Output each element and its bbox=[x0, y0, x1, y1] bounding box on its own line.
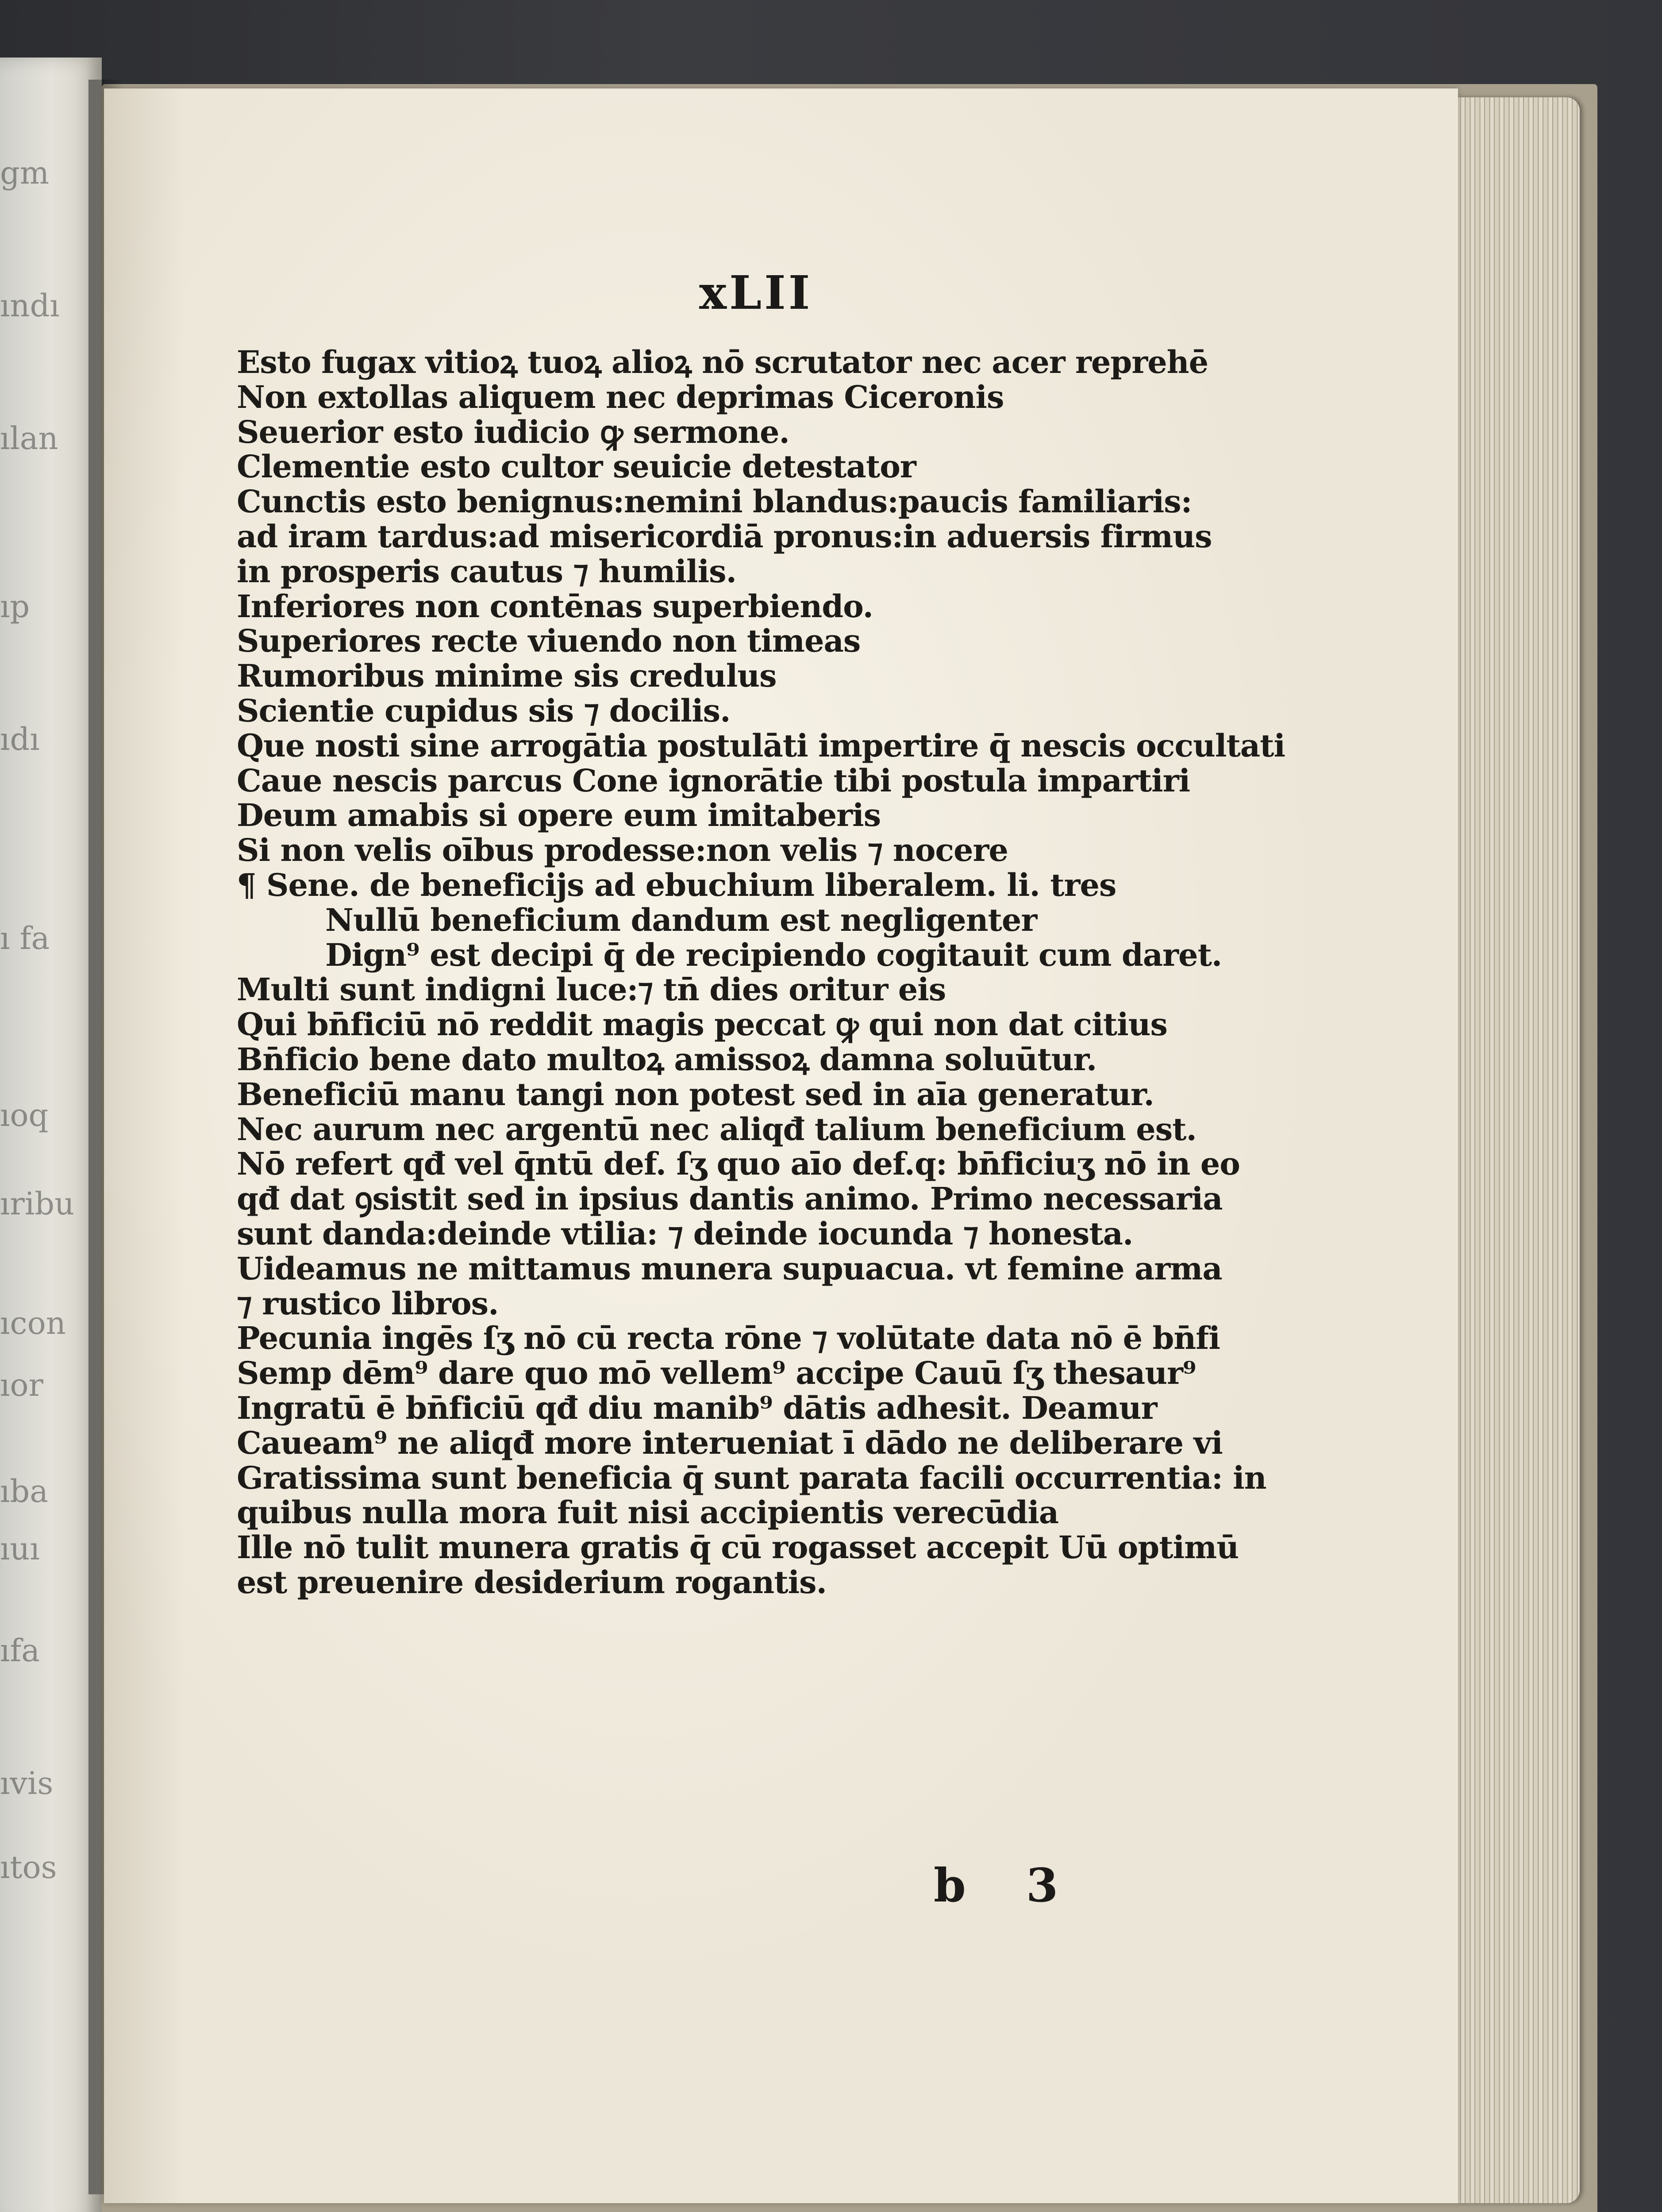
text-line: Pecunia ingēs ſʒ nō cū recta rōne ⁊ volūtate data nō ē bn̄fi bbox=[237, 1320, 1220, 1357]
text-line: est preuenire desiderium rogantis. bbox=[237, 1563, 827, 1601]
text-line: Caue nescis parcus Cone ignorātie tibi postula impartiri bbox=[237, 762, 1190, 799]
text-line: Cunctis esto benignus:nemini blandus:paucis familiaris: bbox=[237, 483, 1192, 520]
text-line: in prosperis cautus ⁊ humilis. bbox=[237, 553, 736, 590]
text-line: Scientie cupidus sis ⁊ docilis. bbox=[237, 692, 731, 729]
text-line: Rumoribus minime sis credulus bbox=[237, 657, 777, 695]
text-line: Caueam⁹ ne aliqđ more interueniat ī dādo ne deliberare vi bbox=[237, 1424, 1223, 1461]
text-line: Deum amabis si opere eum imitaberis bbox=[237, 797, 881, 834]
facing-page-fragment: ındı bbox=[0, 288, 60, 324]
text-block bbox=[237, 344, 1285, 1601]
text-line: Clementie esto cultor seuicie detestator bbox=[237, 448, 916, 485]
text-line: Semp dēm⁹ dare quo mō vellem⁹ accipe Cauū ſʒ thesaur⁹ bbox=[237, 1355, 1196, 1392]
text-line: Qui bn̄ficiū nō reddit magis peccat ꝙ qui non dat citius bbox=[237, 1006, 1167, 1043]
text-line: Nullū beneficium dandum est negligenter bbox=[325, 901, 1037, 938]
page-fore-edge bbox=[1456, 97, 1580, 2203]
facing-page-fragment: ıdı bbox=[0, 721, 40, 757]
text-line: Ingratū ē bn̄ficiū qđ diu manib⁹ dātis adhesit. Deamur bbox=[237, 1389, 1157, 1426]
signature-mark: b 3 bbox=[934, 1858, 1081, 1912]
text-line: ad iram tardus:ad misericordiā pronus:in aduersis firmus bbox=[237, 518, 1212, 555]
text-line: Esto fugax vitioꝝ tuoꝝ alioꝝ nō scrutator nec acer reprehē bbox=[237, 344, 1208, 380]
text-line: Dign⁹ est decipi q̄ de recipiendo cogitauit cum daret. bbox=[325, 936, 1222, 973]
text-line: quibus nulla mora fuit nisi accipientis verecūdia bbox=[237, 1494, 1059, 1531]
facing-page-fragment: ıtos bbox=[0, 1849, 57, 1886]
text-line: Inferiores non contēnas superbiendo. bbox=[237, 588, 873, 625]
facing-page-fragment: ıribu bbox=[0, 1186, 75, 1222]
text-line: Nō refert qđ vel q̄ntū def. ſʒ quo aīo def.q: bn̄ficiuʒ nō in eo bbox=[237, 1145, 1240, 1183]
facing-page-fragment: gm bbox=[0, 155, 50, 191]
text-line: Seuerior esto iudicio ꝙ sermone. bbox=[237, 413, 789, 450]
text-line: Si non velis oībus prodesse:non velis ⁊ nocere bbox=[237, 832, 1008, 869]
text-line: Multi sunt indigni luce:⁊ tn̄ dies oritur eis bbox=[237, 971, 946, 1008]
facing-page-edge bbox=[0, 58, 102, 2212]
facing-page-fragment: ılan bbox=[0, 420, 58, 457]
text-line: ⁊ rustico libros. bbox=[237, 1285, 499, 1322]
text-line: sunt danda:deinde vtilia: ⁊ deinde iocunda ⁊ honesta. bbox=[237, 1215, 1133, 1252]
facing-page-fragment: ıfa bbox=[0, 1632, 40, 1669]
text-line: qđ dat ꝯsistit sed in ipsius dantis animo. Primo necessaria bbox=[237, 1180, 1223, 1217]
facing-page-fragment: ıuı bbox=[0, 1531, 40, 1567]
facing-page-fragment: ıvis bbox=[0, 1765, 54, 1801]
facing-page-fragment: ı fa bbox=[0, 920, 50, 956]
text-line: Gratissima sunt beneficia q̄ sunt parata facili occurrentia: in bbox=[237, 1459, 1266, 1496]
facing-page-fragment: ıor bbox=[0, 1367, 43, 1403]
facing-page-fragment: ıba bbox=[0, 1473, 48, 1509]
text-line: Bn̄ficio bene dato multoꝝ amissoꝝ damna soluūtur. bbox=[237, 1041, 1097, 1078]
facing-page-fragment: ıcon bbox=[0, 1305, 66, 1341]
folio-number: xLII bbox=[699, 265, 813, 320]
text-line: ¶ Sene. de beneficijs ad ebuchium liberalem. li. tres bbox=[237, 866, 1116, 903]
text-line: Non extollas aliquem nec deprimas Ciceronis bbox=[237, 378, 1004, 415]
facing-page-fragment: ıoq bbox=[0, 1097, 49, 1133]
text-line: Beneficiū manu tangi non potest sed in aīa generatur. bbox=[237, 1075, 1154, 1113]
text-line: Que nosti sine arrogātia postulāti impertire q̄ nescis occultati bbox=[237, 727, 1285, 764]
text-line: Uideamus ne mittamus munera supuacua. vt femine arma bbox=[237, 1250, 1222, 1287]
facing-page-fragment: ıp bbox=[0, 588, 30, 625]
text-line: Ille nō tulit munera gratis q̄ cū rogasset accepit Uū optimū bbox=[237, 1529, 1239, 1566]
text-line: Nec aurum nec argentū nec aliqđ talium beneficium est. bbox=[237, 1110, 1196, 1148]
text-line: Superiores recte viuendo non timeas bbox=[237, 622, 861, 660]
